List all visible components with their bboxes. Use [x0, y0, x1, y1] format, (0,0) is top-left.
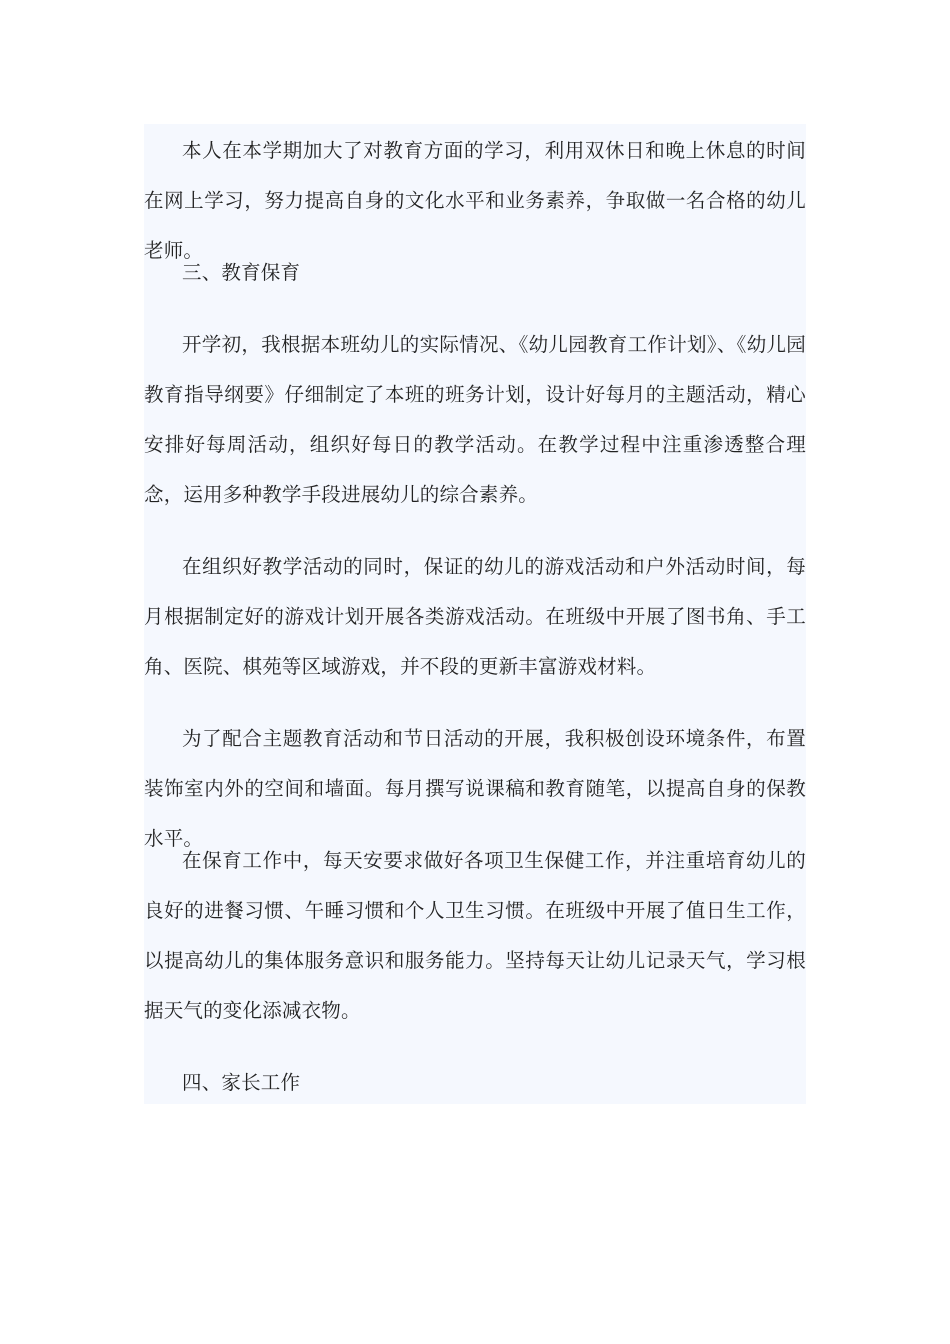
paragraph-planning: 开学初，我根据本班幼儿的实际情况、《幼儿园教育工作计划》、《幼儿园教育指导纲要》仔细制定了本班的班务计划，设计好每月的主题活动，精心安排好每周活动，组织好每日的教学活动。在教学过程中注重渗透整合理念，运用多种教学手段进展幼儿的综合素养。: [144, 333, 806, 506]
paragraph-games: 在组织好教学活动的同时，保证的幼儿的游戏活动和户外活动时间，每月根据制定好的游戏计划开展各类游戏活动。在班级中开展了图书角、手工角、医院、棋苑等区域游戏，并不段的更新丰富游戏材料。: [144, 555, 806, 678]
paragraph-environment: 为了配合主题教育活动和节日活动的开展，我积极创设环境条件，布置装饰室内外的空间和墙面。每月撰写说课稿和教育随笔，以提高自身的保教水平。: [144, 727, 806, 850]
paragraph-study: 本人在本学期加大了对教育方面的学习，利用双休日和晚上休息的时间在网上学习，努力提高自身的文化水平和业务素养，争取做一名合格的幼儿老师。: [144, 139, 806, 262]
paragraph-care: 在保育工作中，每天安要求做好各项卫生保健工作，并注重培育幼儿的良好的进餐习惯、午睡习惯和个人卫生习惯。在班级中开展了值日生工作，以提高幼儿的集体服务意识和服务能力。坚持每天让幼儿记录天气，学习根据天气的变化添减衣物。: [144, 849, 806, 1022]
section-heading-education: 三、教育保育: [182, 261, 301, 284]
section-heading-parents: 四、家长工作: [182, 1071, 301, 1094]
